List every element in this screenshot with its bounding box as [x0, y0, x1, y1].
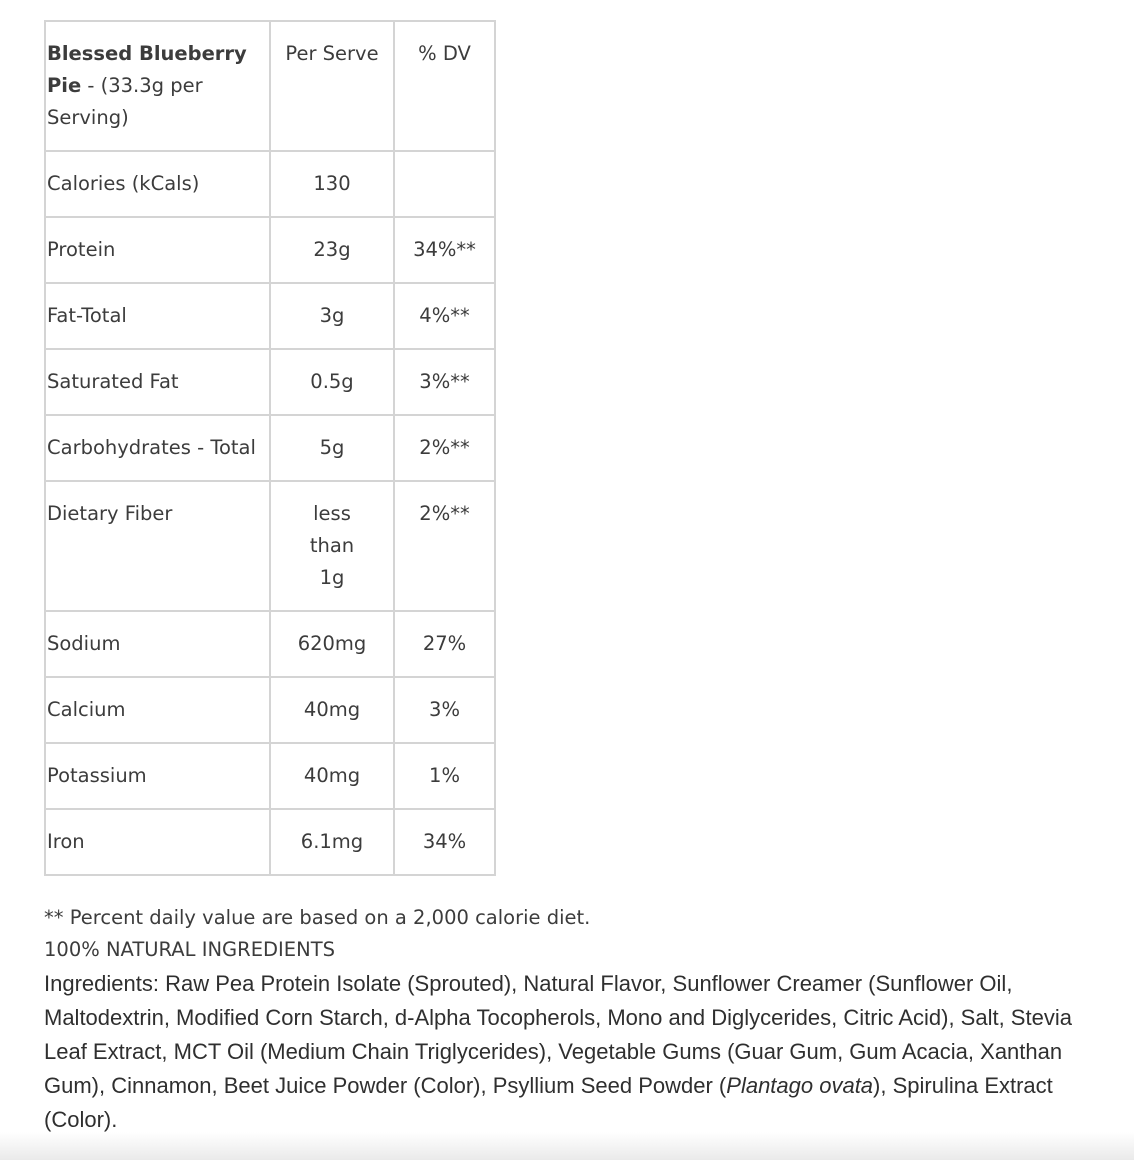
- nutrient-name: Calcium: [45, 677, 270, 743]
- nutrient-dv: 2%**: [394, 415, 495, 481]
- nutrient-name: Sodium: [45, 611, 270, 677]
- bottom-fade: [0, 1132, 1134, 1160]
- nutrient-name: Fat-Total: [45, 283, 270, 349]
- nutrient-name: Calories (kCals): [45, 151, 270, 217]
- nutrition-facts-table: [44, 20, 496, 876]
- table-row: [45, 677, 495, 743]
- ingredients-list-end: ), Spirulina Extract (Color).: [44, 1073, 1053, 1132]
- ingredients-text: [44, 967, 1104, 1137]
- table-row: [45, 809, 495, 875]
- nutrient-dv: 4%**: [394, 283, 495, 349]
- nutrient-per-serve: 6.1mg: [270, 809, 394, 875]
- nutrient-dv: 34%**: [394, 217, 495, 283]
- table-row: [45, 415, 495, 481]
- table-row: [45, 481, 495, 611]
- nutrient-per-serve: 0.5g: [270, 349, 394, 415]
- nutrient-per-serve: 23g: [270, 217, 394, 283]
- nutrient-name: Saturated Fat: [45, 349, 270, 415]
- nutrient-dv: [394, 151, 495, 217]
- ingredients-italic-name: Plantago ovata: [726, 1073, 874, 1098]
- ingredients-list: Ingredients: Raw Pea Protein Isolate (Sprouted), Natural Flavor, Sunflower Creamer (Sunflower Oil, Maltodextrin, Modified Corn Starch, d-Alpha Tocopherols, Mono and Diglycerides, Citric Acid), Salt, Stevia Leaf Extract, MCT Oil (Medium Chain Triglycerides), Vegetable Gums (Guar Gum, Gum Acacia, Xanthan Gum), Cinnamon, Beet Juice Powder (Color), Psyllium Seed Powder (: [44, 971, 1072, 1098]
- nutrient-per-serve: 620mg: [270, 611, 394, 677]
- nutrient-dv: 2%**: [394, 481, 495, 611]
- header-per-serve: Per Serve: [270, 21, 394, 151]
- serving-info: - (33.3g per Serving): [47, 74, 203, 129]
- header-dv: % DV: [394, 21, 495, 151]
- nutrient-dv: 1%: [394, 743, 495, 809]
- nutrient-per-serve: 130: [270, 151, 394, 217]
- table-row: [45, 217, 495, 283]
- nutrient-dv: 34%: [394, 809, 495, 875]
- table-row: [45, 283, 495, 349]
- product-name: Blessed Blueberry Pie: [47, 42, 247, 97]
- nutrient-name: Potassium: [45, 743, 270, 809]
- nutrient-per-serve: 5g: [270, 415, 394, 481]
- daily-value-footnote: ** Percent daily value are based on a 2,000 calorie diet.: [44, 906, 591, 929]
- nutrient-name: Protein: [45, 217, 270, 283]
- table-row: [45, 611, 495, 677]
- table-row: [45, 743, 495, 809]
- nutrient-dv: 27%: [394, 611, 495, 677]
- nutrient-name: Dietary Fiber: [45, 481, 270, 611]
- nutrient-name: Iron: [45, 809, 270, 875]
- table-header-row: [45, 21, 495, 151]
- nutrient-per-serve: less than 1g: [270, 481, 394, 611]
- natural-ingredients-heading: 100% NATURAL INGREDIENTS: [44, 938, 335, 961]
- nutrient-per-serve: 40mg: [270, 743, 394, 809]
- table-row: [45, 349, 495, 415]
- nutrient-dv: 3%: [394, 677, 495, 743]
- header-product-cell: [45, 21, 270, 151]
- nutrient-dv: 3%**: [394, 349, 495, 415]
- nutrient-per-serve: 40mg: [270, 677, 394, 743]
- table-row: [45, 151, 495, 217]
- nutrient-name: Carbohydrates - Total: [45, 415, 270, 481]
- nutrient-per-serve: 3g: [270, 283, 394, 349]
